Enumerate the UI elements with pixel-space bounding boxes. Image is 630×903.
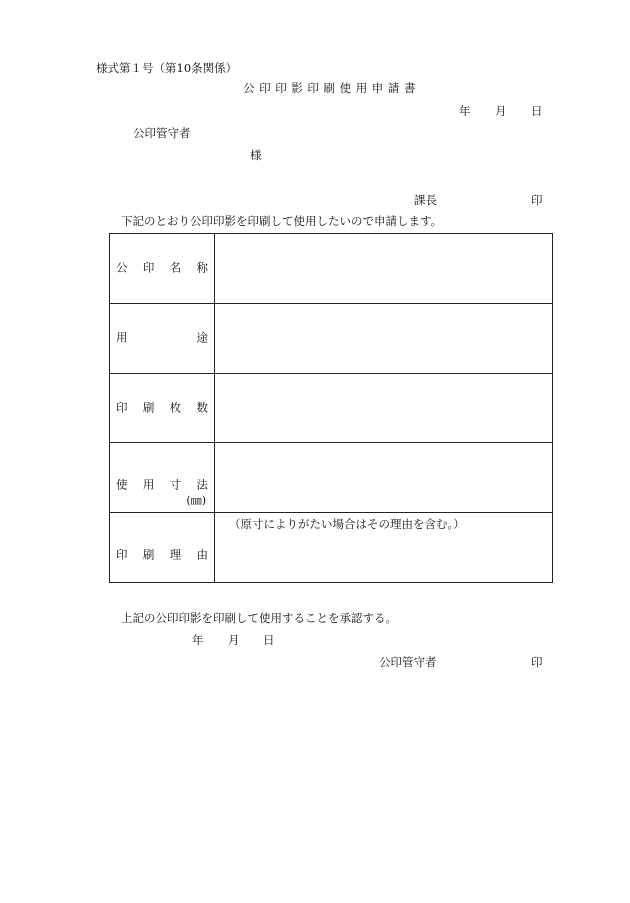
- request-date-day: 日: [531, 104, 543, 118]
- applicant-seal-mark: 印: [531, 193, 543, 207]
- label-char: 用: [142, 477, 155, 492]
- label-char: 刷: [142, 400, 155, 415]
- label-char: 刷: [142, 547, 155, 562]
- application-table: [109, 233, 553, 583]
- purpose-field[interactable]: [215, 303, 553, 373]
- approval-date-day: 日: [263, 633, 275, 647]
- approval-text: 上記の公印印影を印刷して使用することを承認する。: [121, 611, 397, 625]
- approval-date-month: 月: [228, 633, 240, 647]
- label-char: 寸: [169, 477, 182, 492]
- request-date-year: 年: [459, 104, 471, 118]
- addressee-honorific: 様: [250, 148, 262, 162]
- row-label-reason: [110, 513, 215, 583]
- label-char: 枚: [169, 400, 182, 415]
- label-char: 由: [196, 547, 208, 562]
- table-row: [110, 513, 553, 583]
- label-char: 名: [169, 260, 182, 275]
- label-char: 理: [169, 547, 182, 562]
- form-number-label: 様式第１号（第10条関係）: [96, 61, 238, 75]
- label-char: 公: [116, 260, 128, 275]
- label-char: 称: [196, 260, 208, 275]
- table-row: [110, 443, 553, 513]
- label-char: 使: [116, 477, 128, 492]
- label-char: 数: [196, 400, 208, 415]
- request-date-month: 月: [495, 104, 507, 118]
- row-label-print-count: [110, 373, 215, 443]
- addressee-name: 公印管守者: [133, 126, 191, 140]
- intro-text: 下記のとおり公印印影を印刷して使用したいので申請します。: [121, 214, 443, 228]
- table-row: [110, 234, 553, 304]
- label-char: 印: [116, 547, 128, 562]
- dimensions-field[interactable]: [215, 443, 553, 513]
- print-count-field[interactable]: [215, 373, 553, 443]
- label-char: 印: [142, 260, 155, 275]
- label-char: 法: [196, 477, 208, 492]
- applicant-title: 課長: [414, 193, 437, 207]
- table-row: [110, 303, 553, 373]
- label-char: 用: [116, 330, 128, 345]
- label-char: 印: [116, 400, 128, 415]
- reason-note: （原寸によりがたい場合はその理由を含む。）: [229, 517, 465, 532]
- seal-name-field[interactable]: [215, 234, 553, 304]
- approval-seal-mark: 印: [531, 655, 543, 669]
- approval-date-year: 年: [192, 633, 204, 647]
- row-label-purpose: [110, 303, 215, 373]
- table-row: [110, 373, 553, 443]
- label-char: 途: [196, 330, 208, 345]
- row-label-seal-name: [110, 234, 215, 304]
- row-label-dimensions: [110, 443, 215, 513]
- dimensions-unit: (㎜): [186, 494, 206, 508]
- approval-signer: 公印管守者: [379, 655, 437, 669]
- reason-field[interactable]: [215, 513, 553, 583]
- document-title: 公印印影印刷使用申請書: [243, 81, 421, 95]
